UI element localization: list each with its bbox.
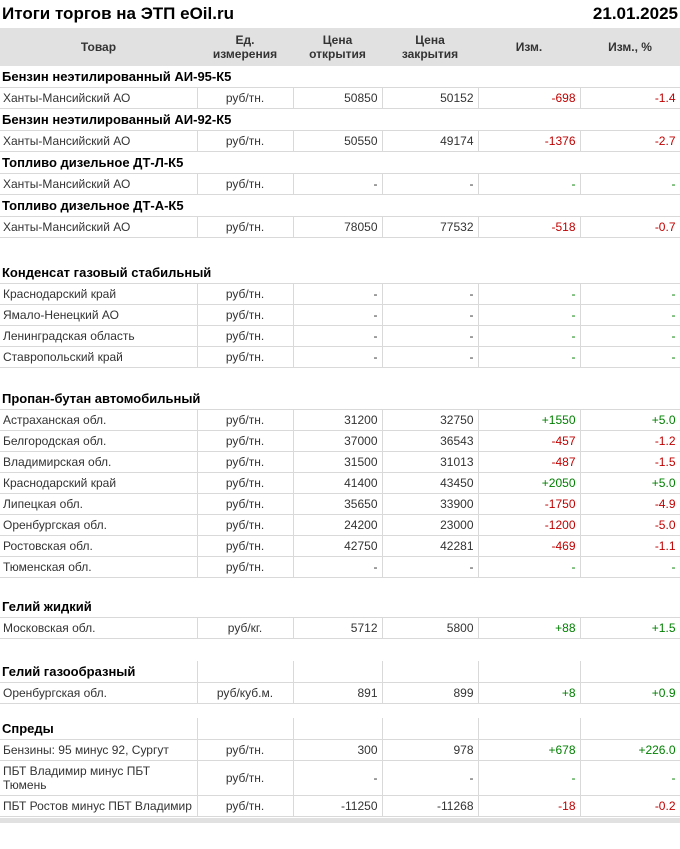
section-title-empty-cell xyxy=(580,661,680,683)
cell-change-pct: - xyxy=(580,347,680,368)
section-title-row xyxy=(0,66,680,88)
cell-product: Московская обл. xyxy=(0,618,197,639)
cell-close-price: - xyxy=(382,326,478,347)
cell-open-price: 31200 xyxy=(293,410,382,431)
table-header-row xyxy=(0,28,680,66)
cell-change-pct: -1.2 xyxy=(580,431,680,452)
cell-change: -457 xyxy=(478,431,580,452)
cell-close-price: -11268 xyxy=(382,796,478,817)
cell-change: -518 xyxy=(478,217,580,238)
table-row xyxy=(0,131,680,152)
cell-change-pct: +1.5 xyxy=(580,618,680,639)
section-title-empty-cell xyxy=(382,718,478,740)
cell-change-pct: -1.1 xyxy=(580,536,680,557)
cell-open-price: 78050 xyxy=(293,217,382,238)
cell-unit: руб/тн. xyxy=(197,347,293,368)
cell-unit: руб/тн. xyxy=(197,131,293,152)
cell-unit: руб/кг. xyxy=(197,618,293,639)
spacer-cell xyxy=(0,238,680,263)
cell-open-price: 891 xyxy=(293,683,382,704)
cell-change-pct: - xyxy=(580,557,680,578)
section-title: Пропан-бутан автомобильный xyxy=(0,388,680,410)
section-title-empty-cell xyxy=(197,661,293,683)
section-title-row xyxy=(0,152,680,174)
cell-change: -469 xyxy=(478,536,580,557)
cell-product: Оренбургская обл. xyxy=(0,515,197,536)
cell-change: +88 xyxy=(478,618,580,639)
section-title: Гелий газообразный xyxy=(0,661,197,683)
section-title: Топливо дизельное ДТ-А-К5 xyxy=(0,195,680,217)
col-header-close-price: Цена закрытия xyxy=(382,28,478,66)
spacer-row xyxy=(0,578,680,597)
cell-close-price: - xyxy=(382,174,478,195)
cell-product: Оренбургская обл. xyxy=(0,683,197,704)
cell-product: Владимирская обл. xyxy=(0,452,197,473)
spacer-row xyxy=(0,238,680,263)
trading-results-table xyxy=(0,28,680,817)
section-title-row xyxy=(0,109,680,131)
cell-change: - xyxy=(478,305,580,326)
table-row xyxy=(0,174,680,195)
table-row xyxy=(0,473,680,494)
cell-open-price: - xyxy=(293,174,382,195)
cell-close-price: 49174 xyxy=(382,131,478,152)
cell-product: Ханты-Мансийский АО xyxy=(0,217,197,238)
col-header-product: Товар xyxy=(0,28,197,66)
cell-change: +678 xyxy=(478,740,580,761)
bottom-strip xyxy=(0,818,680,823)
cell-change: +1550 xyxy=(478,410,580,431)
cell-close-price: - xyxy=(382,761,478,796)
table-row xyxy=(0,88,680,109)
table-row xyxy=(0,494,680,515)
cell-change-pct: -0.7 xyxy=(580,217,680,238)
cell-unit: руб/тн. xyxy=(197,796,293,817)
cell-close-price: 899 xyxy=(382,683,478,704)
section-title-empty-cell xyxy=(197,718,293,740)
cell-unit: руб/тн. xyxy=(197,284,293,305)
cell-open-price: - xyxy=(293,326,382,347)
cell-change: - xyxy=(478,174,580,195)
cell-close-price: - xyxy=(382,305,478,326)
spacer-cell xyxy=(0,704,680,719)
cell-change: - xyxy=(478,326,580,347)
col-header-change-pct: Изм., % xyxy=(580,28,680,66)
cell-open-price: 300 xyxy=(293,740,382,761)
table-body xyxy=(0,66,680,817)
cell-close-price: 32750 xyxy=(382,410,478,431)
cell-unit: руб/тн. xyxy=(197,515,293,536)
cell-change: -487 xyxy=(478,452,580,473)
cell-unit: руб/тн. xyxy=(197,410,293,431)
cell-product: Белгородская обл. xyxy=(0,431,197,452)
cell-change-pct: -5.0 xyxy=(580,515,680,536)
section-title: Конденсат газовый стабильный xyxy=(0,262,680,284)
cell-unit: руб/тн. xyxy=(197,557,293,578)
cell-unit: руб/тн. xyxy=(197,761,293,796)
cell-product: Бензины: 95 минус 92, Сургут xyxy=(0,740,197,761)
section-title: Бензин неэтилированный АИ-95-К5 xyxy=(0,66,680,88)
col-header-open-price: Цена открытия xyxy=(293,28,382,66)
cell-close-price: 36543 xyxy=(382,431,478,452)
cell-close-price: 42281 xyxy=(382,536,478,557)
col-header-change: Изм. xyxy=(478,28,580,66)
cell-close-price: - xyxy=(382,284,478,305)
table-row xyxy=(0,515,680,536)
cell-open-price: 50550 xyxy=(293,131,382,152)
section-title-row xyxy=(0,718,680,740)
cell-close-price: 77532 xyxy=(382,217,478,238)
cell-unit: руб/тн. xyxy=(197,88,293,109)
cell-open-price: - xyxy=(293,761,382,796)
section-title-row xyxy=(0,596,680,618)
cell-change-pct: - xyxy=(580,305,680,326)
cell-change: +8 xyxy=(478,683,580,704)
table-row xyxy=(0,557,680,578)
table-row xyxy=(0,618,680,639)
cell-close-price: 43450 xyxy=(382,473,478,494)
cell-open-price: 41400 xyxy=(293,473,382,494)
cell-unit: руб/тн. xyxy=(197,305,293,326)
col-header-unit: Ед. измерения xyxy=(197,28,293,66)
cell-close-price: 5800 xyxy=(382,618,478,639)
cell-close-price: 23000 xyxy=(382,515,478,536)
titlebar xyxy=(0,0,680,28)
cell-unit: руб/тн. xyxy=(197,431,293,452)
cell-change: - xyxy=(478,347,580,368)
table-row xyxy=(0,217,680,238)
cell-change: -1200 xyxy=(478,515,580,536)
cell-change: -18 xyxy=(478,796,580,817)
section-title: Бензин неэтилированный АИ-92-К5 xyxy=(0,109,680,131)
cell-open-price: - xyxy=(293,557,382,578)
cell-change: - xyxy=(478,284,580,305)
spacer-row xyxy=(0,368,680,389)
cell-change-pct: -4.9 xyxy=(580,494,680,515)
table-row xyxy=(0,347,680,368)
cell-unit: руб/тн. xyxy=(197,174,293,195)
table-row xyxy=(0,761,680,796)
cell-open-price: 5712 xyxy=(293,618,382,639)
section-title-empty-cell xyxy=(478,718,580,740)
table-row xyxy=(0,431,680,452)
cell-change: +2050 xyxy=(478,473,580,494)
cell-change-pct: - xyxy=(580,326,680,347)
cell-change-pct: - xyxy=(580,174,680,195)
report-date: 21.01.2025 xyxy=(592,4,678,24)
cell-change-pct: +226.0 xyxy=(580,740,680,761)
page-title: Итоги торгов на ЭТП eOil.ru xyxy=(2,4,234,24)
section-title: Топливо дизельное ДТ-Л-К5 xyxy=(0,152,680,174)
cell-change: - xyxy=(478,557,580,578)
cell-close-price: 978 xyxy=(382,740,478,761)
table-row xyxy=(0,796,680,817)
cell-open-price: -11250 xyxy=(293,796,382,817)
table-row xyxy=(0,305,680,326)
cell-close-price: 31013 xyxy=(382,452,478,473)
cell-open-price: - xyxy=(293,347,382,368)
spacer-cell xyxy=(0,368,680,389)
section-title: Спреды xyxy=(0,718,197,740)
cell-product: Липецкая обл. xyxy=(0,494,197,515)
cell-close-price: 33900 xyxy=(382,494,478,515)
section-title: Гелий жидкий xyxy=(0,596,680,618)
cell-product: Краснодарский край xyxy=(0,284,197,305)
cell-product: Тюменская обл. xyxy=(0,557,197,578)
spacer-cell xyxy=(0,639,680,662)
cell-open-price: - xyxy=(293,305,382,326)
section-title-empty-cell xyxy=(580,718,680,740)
cell-change: -1376 xyxy=(478,131,580,152)
table-row xyxy=(0,740,680,761)
cell-change: -698 xyxy=(478,88,580,109)
cell-change-pct: -0.2 xyxy=(580,796,680,817)
cell-unit: руб/тн. xyxy=(197,494,293,515)
cell-close-price: 50152 xyxy=(382,88,478,109)
cell-close-price: - xyxy=(382,347,478,368)
cell-change-pct: -1.5 xyxy=(580,452,680,473)
cell-product: ПБТ Ростов минус ПБТ Владимир xyxy=(0,796,197,817)
spacer-row xyxy=(0,639,680,662)
cell-change-pct: - xyxy=(580,284,680,305)
cell-product: Ленинградская область xyxy=(0,326,197,347)
cell-change-pct: +0.9 xyxy=(580,683,680,704)
table-row xyxy=(0,452,680,473)
cell-change: - xyxy=(478,761,580,796)
cell-change: -1750 xyxy=(478,494,580,515)
section-title-empty-cell xyxy=(478,661,580,683)
cell-product: Ростовская обл. xyxy=(0,536,197,557)
spacer-row xyxy=(0,704,680,719)
cell-product: Ханты-Мансийский АО xyxy=(0,174,197,195)
cell-change-pct: - xyxy=(580,761,680,796)
cell-change-pct: +5.0 xyxy=(580,410,680,431)
cell-unit: руб/тн. xyxy=(197,326,293,347)
cell-open-price: 35650 xyxy=(293,494,382,515)
cell-unit: руб/тн. xyxy=(197,536,293,557)
cell-open-price: 37000 xyxy=(293,431,382,452)
cell-open-price: 42750 xyxy=(293,536,382,557)
table-row xyxy=(0,683,680,704)
table-row xyxy=(0,284,680,305)
section-title-row xyxy=(0,661,680,683)
cell-change-pct: -2.7 xyxy=(580,131,680,152)
table-row xyxy=(0,410,680,431)
cell-product: Астраханская обл. xyxy=(0,410,197,431)
cell-open-price: 50850 xyxy=(293,88,382,109)
section-title-empty-cell xyxy=(382,661,478,683)
cell-product: Ямало-Ненецкий АО xyxy=(0,305,197,326)
section-title-row xyxy=(0,195,680,217)
cell-product: Ханты-Мансийский АО xyxy=(0,88,197,109)
cell-unit: руб/тн. xyxy=(197,473,293,494)
cell-unit: руб/куб.м. xyxy=(197,683,293,704)
cell-product: Краснодарский край xyxy=(0,473,197,494)
cell-open-price: 24200 xyxy=(293,515,382,536)
section-title-row xyxy=(0,262,680,284)
section-title-empty-cell xyxy=(293,661,382,683)
cell-open-price: - xyxy=(293,284,382,305)
cell-product: Ставропольский край xyxy=(0,347,197,368)
cell-unit: руб/тн. xyxy=(197,740,293,761)
cell-open-price: 31500 xyxy=(293,452,382,473)
table-row xyxy=(0,326,680,347)
table-row xyxy=(0,536,680,557)
cell-close-price: - xyxy=(382,557,478,578)
cell-unit: руб/тн. xyxy=(197,452,293,473)
cell-change-pct: -1.4 xyxy=(580,88,680,109)
spacer-cell xyxy=(0,578,680,597)
cell-change-pct: +5.0 xyxy=(580,473,680,494)
cell-product: ПБТ Владимир минус ПБТ Тюмень xyxy=(0,761,197,796)
cell-unit: руб/тн. xyxy=(197,217,293,238)
section-title-row xyxy=(0,388,680,410)
section-title-empty-cell xyxy=(293,718,382,740)
cell-product: Ханты-Мансийский АО xyxy=(0,131,197,152)
